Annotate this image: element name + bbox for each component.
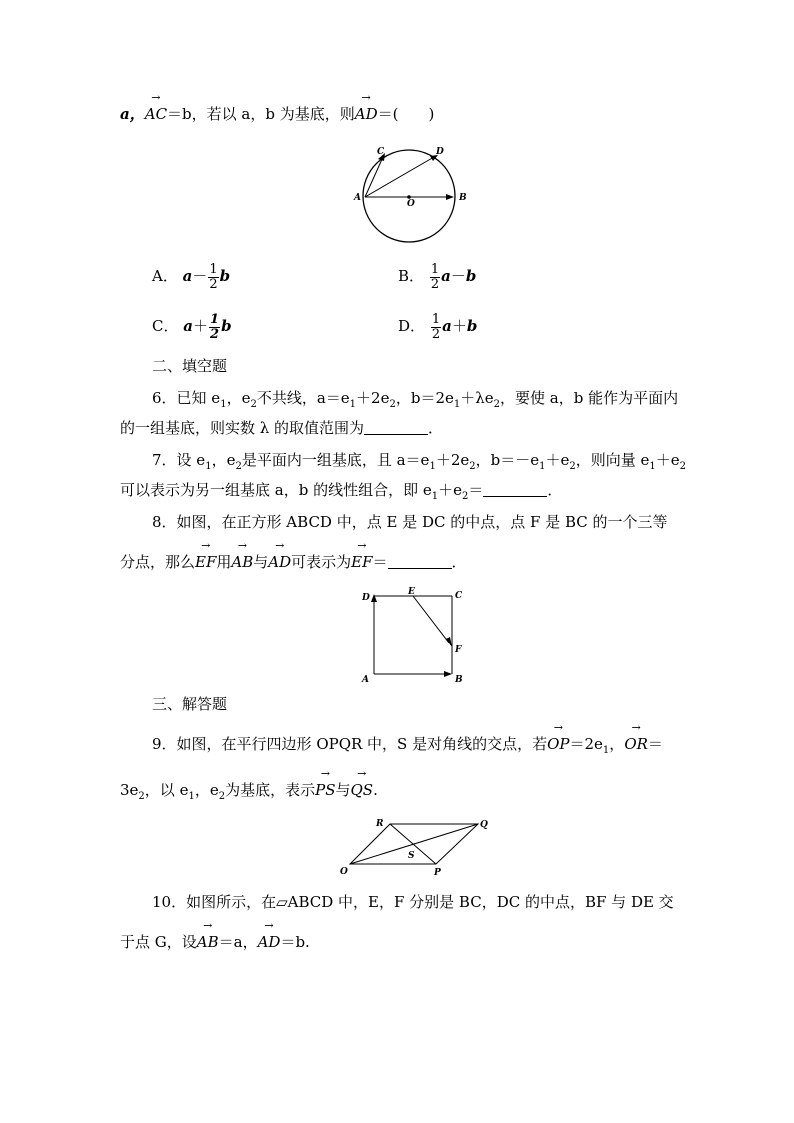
- option-c[interactable]: C． a＋ $\frac{1}{2}$ b: [152, 311, 232, 342]
- q10-line2: 于点 G，设→ AB＝a，→ AD＝b.: [120, 932, 310, 952]
- label-b: B: [459, 193, 467, 203]
- option-b-label: B．: [398, 267, 425, 285]
- vector-ad: → AD: [355, 104, 378, 124]
- option-a-label: A．: [152, 267, 178, 285]
- q10-line1: 10．如图所示，在▱ABCD 中，E，F 分别是 BC，DC 的中点，BF 与 DE 交: [152, 893, 674, 911]
- q5-stem: [120, 104, 434, 124]
- option-c-label: C．: [152, 317, 179, 335]
- option-a[interactable]: A． a－ $\frac{1}{2}$ b: [152, 261, 231, 292]
- vector-ac: → AC: [145, 104, 167, 124]
- label-o: O: [407, 199, 415, 209]
- option-b[interactable]: B． $\frac{1}{2}$ a－b: [398, 261, 477, 292]
- svg-text:O: O: [340, 867, 348, 876]
- q9-line2: $3e_2$，以 $e_1$，$e_2$为基底，表示→ PS与→ QS.: [120, 780, 378, 807]
- vector-op: → OP: [547, 734, 569, 754]
- vector-or: → OR: [624, 734, 648, 754]
- option-d-label: D．: [398, 317, 426, 335]
- q5-stem-mid: ＝b，若以 a，b 为基底，则: [167, 105, 355, 123]
- square-figure: [356, 586, 470, 686]
- label-a: A: [354, 193, 361, 203]
- vector-ps: → PS: [315, 780, 335, 800]
- svg-text:P: P: [434, 868, 441, 876]
- q8-answer-blank[interactable]: [388, 556, 452, 569]
- svg-text:C: C: [455, 591, 463, 601]
- section-title-fill-blank: 二、填空题: [152, 357, 228, 375]
- option-d[interactable]: D． $\frac{1}{2}$ a＋b: [398, 311, 478, 342]
- vector-ad: → AD: [258, 932, 281, 952]
- vector-ef: → EF: [351, 552, 372, 572]
- label-d: D: [436, 147, 444, 157]
- q6-line2: 的一组基底，则实数 λ 的取值范围为 ．: [120, 419, 444, 437]
- q5-stem-start: a，: [120, 105, 145, 123]
- q9-line1: 9．如图，在平行四边形 OPQR 中，S 是对角线的交点，若→ $OP=2e_1$，→ OR＝: [152, 734, 663, 761]
- q7-answer-blank[interactable]: [483, 484, 547, 497]
- fraction: $\frac{1}{2}$: [430, 261, 440, 292]
- svg-text:B: B: [455, 675, 463, 685]
- q8-line1: 8．如图，在正方形 ABCD 中，点 E 是 DC 的中点，点 F 是 BC 的一个三等: [152, 513, 668, 531]
- section-title-answer: 三、解答题: [152, 695, 228, 713]
- svg-text:A: A: [362, 675, 369, 685]
- fraction: $\frac{1}{2}$: [431, 311, 441, 342]
- svg-text:E: E: [408, 587, 415, 597]
- circle-figure: [350, 140, 480, 248]
- q7-line2: 可以表示为另一组基底 a，b 的线性组合，即 $e_1+e_2=$ ．: [120, 481, 563, 502]
- svg-text:R: R: [376, 819, 384, 829]
- svg-text:D: D: [362, 593, 370, 603]
- vector-ab: → AB: [197, 932, 219, 952]
- svg-text:S: S: [408, 851, 415, 861]
- q6-answer-blank[interactable]: [364, 422, 428, 435]
- vector-ad: → AD: [268, 552, 291, 572]
- svg-text:Q: Q: [480, 820, 488, 830]
- fraction: $\frac{1}{2}$: [210, 311, 220, 342]
- fraction: $\frac{1}{2}$: [209, 261, 218, 292]
- svg-text:F: F: [455, 645, 462, 655]
- q7-line1: 7．设 $e_1$，$e_2$是平面内一组基底，且 $a=e_1+2e_2$，$b=-e_1+e_2$，则向量 $e_1+e_2$: [152, 451, 687, 472]
- parallelogram-figure: [334, 814, 498, 876]
- vector-qs: → QS: [351, 780, 374, 800]
- q6-line1: 6．已知 $e_1$，$e_2$不共线，$a=e_1+2e_2$，$b=2e_1+\lambda e_2$，要使 a，b 能作为平面内: [152, 389, 679, 410]
- q5-stem-end: ＝( ): [377, 105, 435, 123]
- q8-line2: 分点，那么→ EF用→ AB与→ AD可表示为→ EF＝ ．: [120, 552, 467, 572]
- label-c: C: [377, 147, 385, 157]
- vector-ef: → EF: [195, 552, 216, 572]
- vector-ab: → AB: [231, 552, 253, 572]
